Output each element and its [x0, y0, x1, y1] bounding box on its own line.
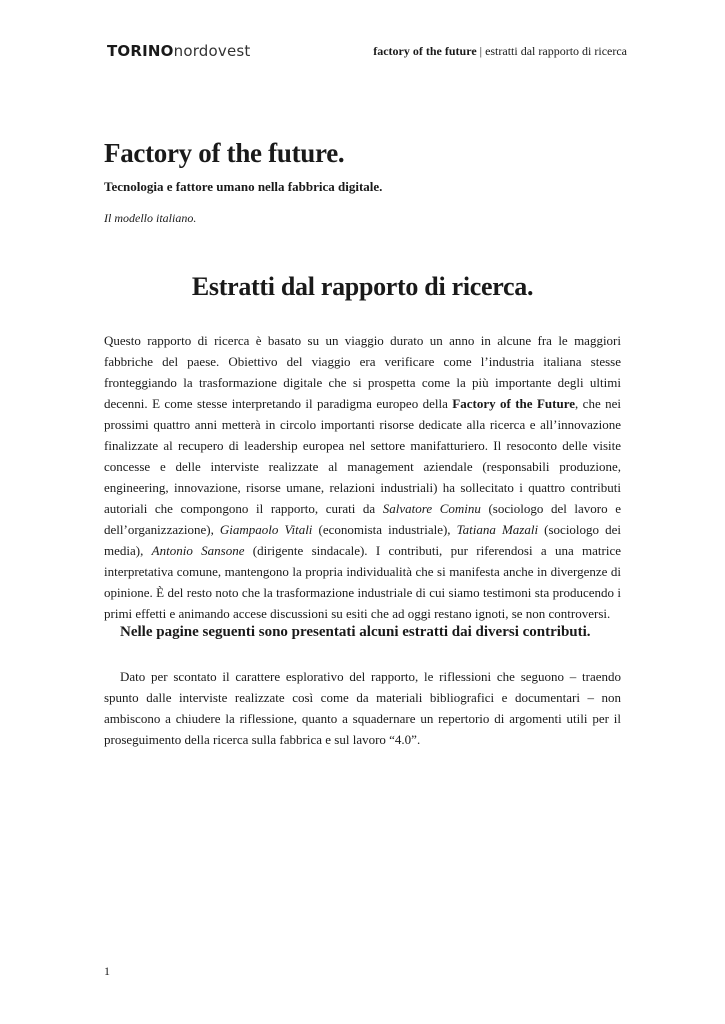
intro-text-4: (economista industriale), [312, 522, 457, 537]
document-title: Factory of the future. [104, 138, 345, 168]
author-mazali: Tatiana Mazali [456, 522, 539, 537]
running-header-separator: | [476, 44, 486, 58]
running-header-rest: estratti dal rapporto di ricerca [485, 44, 627, 58]
author-vitali: Giampaolo Vitali [219, 522, 313, 537]
page-number: 1 [104, 964, 110, 978]
intro-paragraph [104, 330, 621, 624]
extracts-subheading: Nelle pagine seguenti sono presentati alcuni estratti dai diversi contributi. [120, 624, 591, 640]
document-model-line: Il modello italiano. [104, 211, 197, 225]
logo-light-text: nordovest [173, 42, 251, 60]
section-title: Estratti dal rapporto di ricerca. [191, 272, 534, 301]
running-header [373, 44, 627, 59]
intro-text-1: Questo rapporto di ricerca è basato su un viaggio durato un anno in alcune fra le maggiori fabbriche del paese. Obiettivo del viaggio era verificare come l’industria italiana stesse fronteggiando la trasformazione digitale che si prospetta come la più importante degli ultimi decenni. E come stesse interpretando il paradigma europeo della [104, 333, 621, 411]
intro-text-5: (sociologo dei media), [104, 522, 622, 558]
running-header-bold: factory of the future [373, 44, 477, 58]
author-sansone: Antonio Sansone [151, 543, 245, 558]
second-paragraph: Dato per scontato il carattere esplorativo del rapporto, le riflessioni che seguono – traendo spunto dalle interviste realizzate così come da materiali bibliografici e documentari – non ambiscono a chiudere la riflessione, quanto a squadernare un repertorio di argomenti utili per il proseguimento della ricerca sulla fabbrica e sul lavoro “4.0”. [104, 669, 621, 747]
author-cominu: Salvatore Cominu [382, 501, 481, 516]
intro-text-3: (sociologo del lavoro e dell’organizzazione), [104, 501, 621, 537]
logo-bold-text: TORINO [107, 42, 174, 60]
factory-of-the-future-bold: Factory of the Future [452, 396, 576, 411]
brand-logo [107, 42, 251, 60]
document-subtitle: Tecnologia e fattore umano nella fabbrica digitale. [104, 179, 383, 194]
intro-text-6: (dirigente sindacale). I contributi, pur riferendosi a una matrice interpretativa comune, mantengono la propria individualità che si manifesta anche in divergenze di opinione. È del resto noto che la trasformazione industriale di cui siamo testimoni sta producendo i primi effetti e animando accese discussioni su esiti che ad oggi restano ignoti, se non controversi. [104, 543, 621, 621]
intro-text-2: , che nei prossimi quattro anni metterà in circolo importanti risorse dedicate alla ricerca e all’innovazione finalizzate al recupero di leadership europea nel settore manifatturiero. Il resoconto delle visite concesse e delle interviste realizzate al management aziendale (responsabili produzione, engineering, innovazione, risorse umane, relazioni industriali) ha sollecitato i quattro contributi autoriali che compongono il rapporto, curati da [104, 396, 621, 516]
